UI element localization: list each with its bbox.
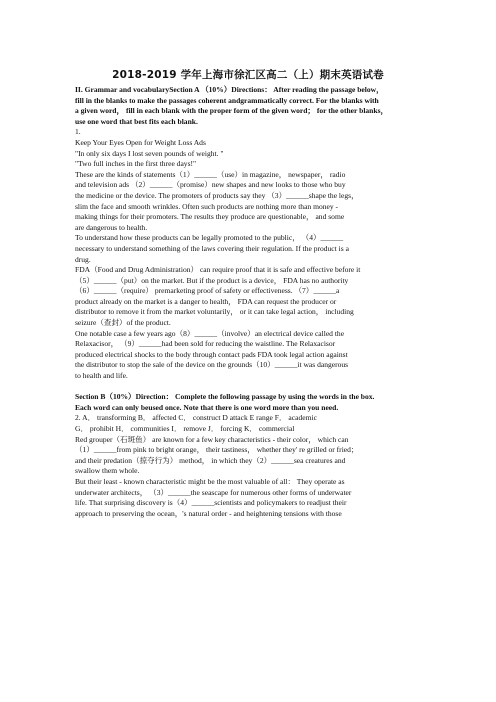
passage-line: drug. [75,254,91,264]
passage-line: and television ads （2）______（promise）new shapes and new looks to those who buy [75,180,346,190]
passage-a [75,127,425,381]
heading-line: Each word can only beused once. Note that there is one word more than you need. [75,402,339,412]
passage-line: distributor to remove it from the market voluntarily， or it can take legal action， including [75,307,354,317]
passage-line: the distributor to stop the sale of the device on the grounds（10）______it was dangerous [75,360,349,370]
passage-title: Keep Your Eyes Open for Weight Loss Ads [75,137,206,147]
passage-line: swallow them whole. [75,466,140,476]
heading-line: fill in the blanks to make the passages coherent andgrammatically correct. For the blanks with [75,95,379,105]
passage-line: product already on the market is a danger to health， FDA can request the producer or [75,296,337,306]
document-body [75,85,425,519]
word-box [75,413,425,434]
question-number: 1. [75,127,81,137]
passage-b [75,435,425,520]
passage-line: "In only six days I lost seven pounds of weight. " [75,148,224,158]
passage-line: （1）______from pink to bright orange， their tastiness， whether they' re grilled or fried； [75,445,359,455]
passage-line: seizure（查封）of the product. [75,318,171,328]
passage-line: Red grouper（石斑鱼） are known for a few key characteristics - their color， which can [75,434,349,444]
passage-line: （5）______（put）on the market. But if the product is a device， FDA has no authority [75,275,349,285]
heading-line: II. Grammar and vocabularySection A （10%）Directions： After reading the passage below， [75,85,384,94]
heading-line: a given word， fill in each blank with the proper form of the given word； for the other blanks， [75,106,389,116]
passage-line: "Two full inches in the first three days!" [75,159,197,169]
passage-line: To understand how these products can be legally promoted to the public， （4）______ [75,233,344,243]
section-spacer [75,382,425,393]
passage-line: underwater architects， （3）______the seascape for numerous other forms of underwater [75,487,352,497]
section-b-heading [75,392,425,413]
page-title: 2018-2019 学年上海市徐汇区高二（上）期末英语试卷 [112,69,384,81]
passage-line: life. That surprising discovery is（4）______scientists and policymakers to readjust their [75,498,347,508]
passage-line: and their predation（掠夺行为） method， in which they（2）______sea creatures and [75,455,346,465]
passage-line: But their least - known characteristic might be the most valuable of all： They operate as [75,476,345,486]
heading-line: Section B（10%）Direction： Complete the following passage by using the words in the box. [75,392,375,402]
passage-line: Relaxacisor， （9）______had been sold for reducing the waistline. The Relaxacisor [75,339,336,349]
word-box-line: 2. A． transforming B． affected C． construct D attack E range F． academic [75,413,317,423]
word-box-line: G． prohibit H． communities I． remove J． forcing K． commercial [75,424,295,433]
passage-line: the medicine or the device. The promoters of products say they （3）______shape the legs， [75,190,359,200]
passage-line: One notable case a few years ago（8）______（involve）an electrical device called the [75,328,345,338]
passage-line: FDA（Food and Drug Administration） can require proof that it is safe and effective before it [75,265,361,275]
passage-line: slim the face and smooth wrinkles. Often such products are nothing more than money - [75,201,339,211]
heading-line: use one word that best fits each blank. [75,116,198,126]
passage-line: produced electrical shocks to the body through contact pads FDA took legal action against [75,349,348,359]
passage-line: to health and life. [75,371,128,381]
section-a-heading [75,85,425,127]
passage-line: approach to preserving the ocean，'s natural order - and heightening tensions with those [75,508,342,518]
passage-line: are dangerous to health. [75,222,148,232]
passage-line: necessary to understand something of the laws covering their regulation. If the product is a [75,243,349,253]
passage-line: These are the kinds of statements（1）______（use）in magazine， newspaper， radio [75,169,346,179]
passage-line: making things for their promoters. The results they produce are questionable， and some [75,212,345,222]
passage-line: （6）______（require） premarketing proof of safety or effectiveness. （7）______a [75,286,340,296]
